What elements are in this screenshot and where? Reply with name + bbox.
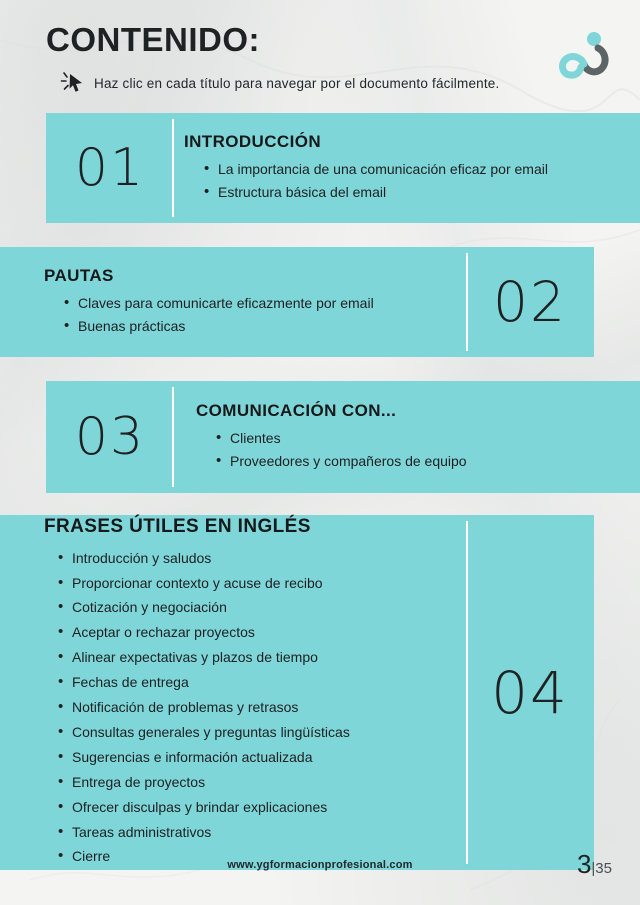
list-item[interactable]: • Proveedores y compañeros de equipo bbox=[216, 450, 624, 473]
list-item[interactable]: • Estructura básica del email bbox=[204, 181, 624, 204]
page-subtitle: Haz clic en cada título para navegar por el documento fácilmente. bbox=[94, 75, 500, 91]
section-01-items bbox=[184, 158, 624, 203]
list-item[interactable]: • La importancia de una comunicación eficaz por email bbox=[204, 158, 624, 181]
list-item[interactable]: • Claves para comunicarte eficazmente por email bbox=[64, 292, 450, 315]
page-number bbox=[577, 849, 612, 880]
list-item[interactable]: • Entrega de proyectos bbox=[58, 770, 450, 795]
list-item[interactable]: • Aceptar o rechazar proyectos bbox=[58, 620, 450, 645]
brand-logo-icon bbox=[554, 30, 610, 80]
section-02-items bbox=[44, 292, 450, 337]
section-03-number-cell bbox=[46, 381, 174, 493]
list-item[interactable]: • Tareas administrativos bbox=[58, 820, 450, 845]
page-number-total: |35 bbox=[591, 860, 612, 877]
section-04-number-cell bbox=[466, 515, 594, 870]
section-number: 01 bbox=[74, 138, 146, 198]
click-cursor-icon bbox=[60, 70, 86, 96]
page-title: CONTENIDO: bbox=[46, 21, 260, 58]
list-item[interactable]: • Fechas de entrega bbox=[58, 670, 450, 695]
list-item[interactable]: • Notificación de problemas y retrasos bbox=[58, 695, 450, 720]
section-01-number-cell bbox=[46, 113, 174, 223]
list-item[interactable]: • Clientes bbox=[216, 427, 624, 450]
list-item[interactable]: • Introducción y saludos bbox=[58, 546, 450, 571]
section-04[interactable] bbox=[0, 515, 594, 870]
list-item[interactable]: • Consultas generales y preguntas lingüísticas bbox=[58, 720, 450, 745]
list-item[interactable]: • Cierre bbox=[58, 844, 450, 869]
list-item[interactable]: • Ofrecer disculpas y brindar explicaciones bbox=[58, 795, 450, 820]
list-item[interactable]: • Sugerencias e información actualizada bbox=[58, 745, 450, 770]
page-number-current: 3 bbox=[576, 849, 592, 879]
list-item[interactable]: • Buenas prácticas bbox=[64, 315, 450, 338]
section-title: INTRODUCCIÓN bbox=[184, 132, 322, 152]
section-01[interactable] bbox=[46, 113, 640, 223]
subtitle-row bbox=[60, 70, 610, 96]
footer-website-url[interactable]: www.ygformacionprofesional.com bbox=[227, 859, 413, 871]
section-03-body bbox=[174, 381, 640, 493]
section-title: FRASES ÚTILES EN INGLÉS bbox=[44, 515, 311, 537]
list-item[interactable]: • Alinear expectativas y plazos de tiempo bbox=[58, 645, 450, 670]
section-02-number-cell bbox=[466, 247, 594, 357]
section-03[interactable] bbox=[46, 381, 640, 493]
section-01-body bbox=[174, 113, 640, 223]
section-title: COMUNICACIÓN CON... bbox=[196, 401, 397, 421]
list-item[interactable]: • Cotización y negociación bbox=[58, 595, 450, 620]
section-02[interactable] bbox=[0, 247, 594, 357]
section-04-items bbox=[44, 546, 450, 870]
section-number: 02 bbox=[493, 270, 567, 334]
section-04-body bbox=[0, 515, 466, 870]
section-03-items bbox=[196, 427, 624, 472]
section-number: 03 bbox=[74, 407, 146, 467]
section-title: PAUTAS bbox=[44, 266, 114, 286]
list-item[interactable]: • Proporcionar contexto y acuse de recibo bbox=[58, 571, 450, 596]
section-number: 04 bbox=[491, 658, 569, 727]
page-footer bbox=[0, 849, 640, 887]
section-02-body bbox=[0, 247, 466, 357]
page-header bbox=[46, 22, 610, 96]
